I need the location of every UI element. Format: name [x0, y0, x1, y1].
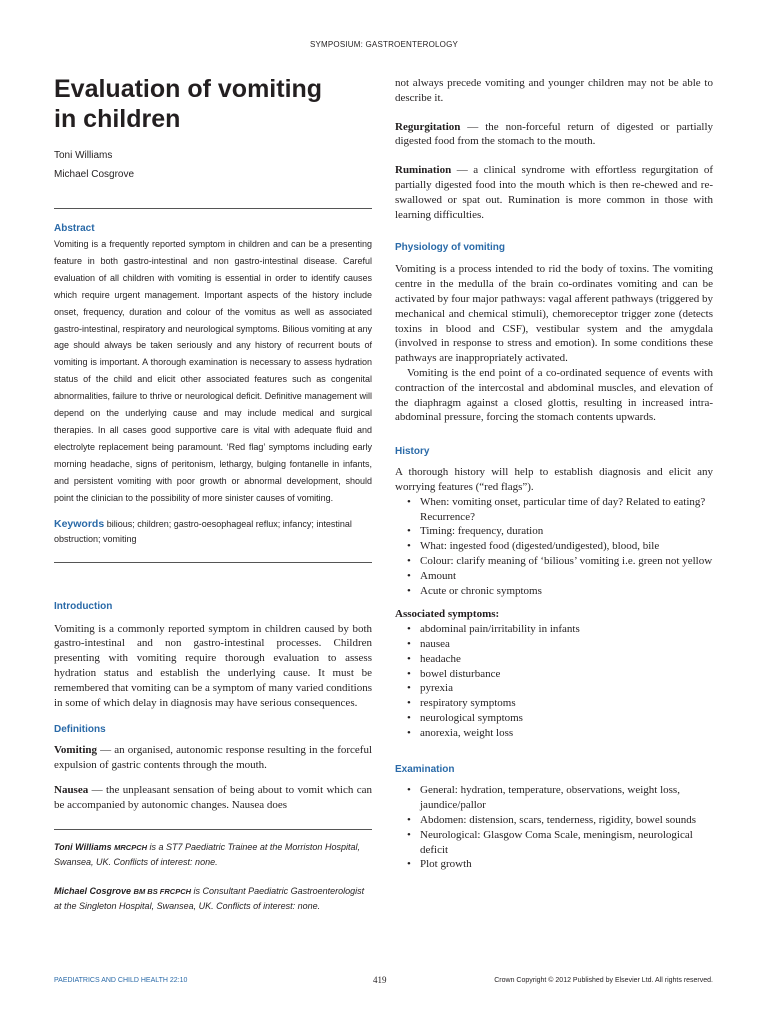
list-item: • pyrexia: [407, 681, 713, 696]
footnote-author-1: [54, 840, 372, 870]
footnote-text: is a ST7 Paediatric Trainee at the Morriston Hospital, Swansea, UK. Conflicts of interest: none.: [54, 841, 360, 867]
right-column: [395, 76, 713, 872]
definition-nausea: [54, 783, 372, 813]
subheading: Associated symptoms:: [395, 608, 500, 621]
keywords-label: Keywords: [54, 517, 105, 530]
list-item: • nausea: [407, 637, 713, 652]
author-list: [54, 146, 372, 184]
term: Nausea: [54, 784, 89, 797]
author-name: Toni Williams: [54, 150, 113, 161]
divider: [54, 208, 372, 209]
list-item: • Neurological: Glasgow Coma Scale, meningism, neurological deficit: [407, 828, 713, 858]
article-title: [54, 74, 372, 134]
left-column: [54, 74, 372, 914]
author-name: Michael Cosgrove: [54, 169, 135, 180]
list-item: • headache: [407, 652, 713, 667]
abstract-text: Vomiting is a frequently reported symptom in children and can be a presenting feature in both gastro-intestinal and non gastro-intestinal disease. Careful evaluation of all children with vomiting is essential in order to identify causes which require urgent management. Important aspects of the history include onset, frequency, duration and colour of the vomitus as well as associated gastro-intestinal, respiratory and neurological symptoms. Bilious vomiting at any age should always be taken seriously and any history of recurrent bouts of vomiting is important. A thorough examination is necessary to assess hydration status of the child and elicit other associated features such as congenital abnormalities, failure to thrive or neurological deficit. Definitive management will depend on the underlying cause and may include medical and surgical therapies. In all cases good supportive care is vital with adequate fluid and electrolyte replacement being paramount. ‘Red flag’ symptoms including early morning headache, signs of peritonism, lethargy, bulging fontanelle in infants, and persistent vomiting with poor growth or abnormal development, should point the clinician to the possibility of more sinister causes of vomiting.: [54, 239, 372, 503]
divider: [54, 562, 372, 563]
section-heading-definitions: Definitions: [54, 724, 106, 736]
keywords: [54, 517, 372, 548]
definition: — an organised, autonomic response resulting in the forceful expulsion of gastric contents through the mouth.: [54, 744, 372, 772]
list-item: • What: ingested food (digested/undigested), blood, bile: [407, 539, 713, 554]
divider: [54, 829, 372, 830]
title-line-2: in children: [54, 105, 181, 133]
list-item: • Colour: clarify meaning of ‘bilious’ vomiting i.e. green not yellow: [407, 554, 713, 569]
examination-list: [395, 783, 713, 872]
introduction-text: Vomiting is a commonly reported symptom in children caused by both gastro-intestinal and non gastro-intestinal processes. Children presenting with vomiting require thorough evaluation to assess hydration status and establish the underlying cause. It must be remembered that vomiting can be a symptom of many varied conditions in some of which delay in diagnosis may have serious consequences.: [54, 622, 372, 709]
footer-journal: PAEDIATRICS AND CHILD HEALTH 22:10: [54, 977, 188, 984]
list-item: • respiratory symptoms: [407, 696, 713, 711]
footnote-degree: BM BS FRCPCH: [133, 886, 192, 896]
list-item: • neurological symptoms: [407, 711, 713, 726]
definition-rumination: [395, 163, 713, 222]
definition: — the non-forceful return of digested or partially digested food from the stomach to the mouth.: [395, 120, 713, 148]
section-heading-physiology: Physiology of vomiting: [395, 242, 506, 254]
footnote-name: Michael Cosgrove: [54, 885, 132, 896]
definition: — the unpleasant sensation of being about to vomit which can be accompanied by autonomic changes. Nausea does: [54, 784, 372, 811]
term: Rumination: [395, 164, 452, 177]
section-heading-introduction: Introduction: [54, 600, 113, 612]
list-item: • Amount: [407, 569, 713, 584]
section-heading-history: History: [395, 446, 430, 458]
definition-vomiting: [54, 743, 372, 773]
associated-symptoms-heading: [395, 607, 713, 622]
page-number: 419: [373, 975, 387, 985]
list-item: • abdominal pain/irritability in infants: [407, 622, 713, 637]
term: Regurgitation: [395, 120, 461, 133]
title-line-1: Evaluation of vomiting: [54, 75, 323, 103]
physiology-paragraph-2: Vomiting is the end point of a co-ordinated sequence of events with contraction of the intercostal and abdominal muscles, and elevation of the diaphragm against a closed glottis, resulting in increased intra-abdominal pressure, forcing the stomach contents upwards.: [395, 366, 713, 424]
running-header: SYMPOSIUM: GASTROENTEROLOGY: [309, 40, 459, 49]
definition-nausea-continued: not always precede vomiting and younger children may not be able to describe it.: [395, 77, 713, 104]
history-list: [395, 495, 713, 599]
section-heading-examination: Examination: [395, 764, 455, 776]
footnote-text: is Consultant Paediatric Gastroenterologist at the Singleton Hospital, Swansea, UK. Conflicts of interest: none.: [54, 885, 365, 911]
footnote-degree: MRCPCH: [114, 842, 148, 852]
footnote-name: Toni Williams: [54, 841, 112, 852]
list-item: • anorexia, weight loss: [407, 726, 713, 741]
list-item: • Acute or chronic symptoms: [407, 584, 713, 599]
definition-regurgitation: [395, 120, 713, 150]
associated-symptoms-list: [395, 622, 713, 740]
abstract-heading: Abstract: [54, 223, 95, 234]
definition: — a clinical syndrome with effortless regurgitation of partially digested food into the mouth which is then re-chewed and re-swallowed or spat out. Rumination is more common in those with learning difficulties.: [395, 164, 713, 221]
list-item: • bowel disturbance: [407, 667, 713, 682]
term: Vomiting: [54, 744, 97, 757]
keywords-text: bilious; children; gastro-oesophageal reflux; infancy; intestinal obstruction; vomiting: [54, 518, 352, 545]
footnote-author-2: [54, 884, 372, 914]
list-item: • When: vomiting onset, particular time of day? Related to eating? Recurrence?: [407, 495, 713, 525]
footer-copyright: Crown Copyright © 2012 Published by Elsevier Ltd. All rights reserved.: [494, 977, 713, 984]
history-intro: A thorough history will help to establish diagnosis and elicit any worrying features (“red flags”).: [395, 466, 713, 493]
list-item: • Abdomen: distension, scars, tenderness, rigidity, bowel sounds: [407, 813, 713, 828]
physiology-paragraph-1: Vomiting is a process intended to rid the body of toxins. The vomiting centre in the medulla of the brain co-ordinates vomiting and can be activated by four major pathways: vagal afferent pathways (triggered by mechanical and chemical stimuli), chemoreceptor trigger zone (detects toxins in blood and CSF), vestibular system and the amygdala (involved in response to stress and emotion). In some conditions these pathways are inappropriately activated.: [395, 263, 713, 365]
list-item: • General: hydration, temperature, observations, weight loss, jaundice/pallor: [407, 783, 713, 813]
list-item: • Plot growth: [407, 857, 713, 872]
list-item: • Timing: frequency, duration: [407, 524, 713, 539]
